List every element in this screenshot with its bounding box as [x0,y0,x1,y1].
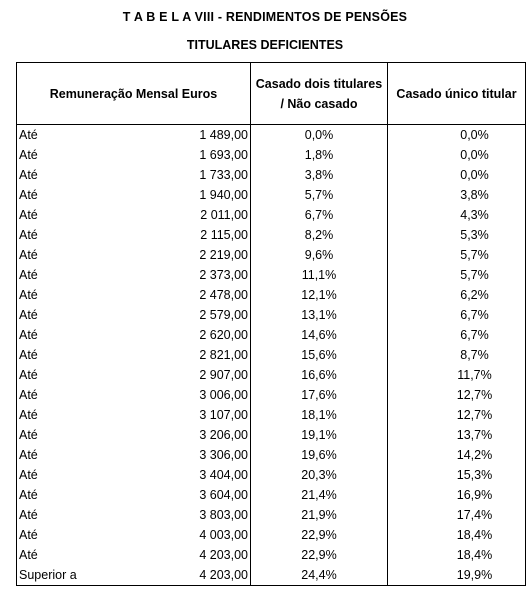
rate-two-holders-cell: 14,6% [251,325,388,345]
rate-single-holder-cell: 19,9% [388,565,526,586]
rate-two-holders-cell: 21,4% [251,485,388,505]
row-label: Até [19,448,38,462]
table-row [17,325,526,345]
remuneration-cell [17,225,251,245]
table-body [17,125,526,586]
rate-single-holder-cell: 0,0% [388,165,526,185]
row-amount: 1 733,00 [199,168,248,182]
row-label: Até [19,248,38,262]
remuneration-cell [17,245,251,265]
table-row [17,145,526,165]
row-label: Até [19,508,38,522]
row-label: Até [19,548,38,562]
rate-single-holder-cell: 15,3% [388,465,526,485]
rate-single-holder-cell: 4,3% [388,205,526,225]
row-label: Até [19,308,38,322]
rate-two-holders-cell: 12,1% [251,285,388,305]
rate-two-holders-cell: 9,6% [251,245,388,265]
remuneration-cell [17,265,251,285]
remuneration-cell [17,125,251,146]
table-row [17,125,526,146]
row-label: Até [19,488,38,502]
pension-withholding-table [16,62,526,586]
rate-two-holders-cell: 11,1% [251,265,388,285]
table-row [17,425,526,445]
row-amount: 3 006,00 [199,388,248,402]
table-row [17,545,526,565]
row-amount: 4 003,00 [199,528,248,542]
header-married-two-holders [251,63,388,125]
row-amount: 1 693,00 [199,148,248,162]
rate-single-holder-cell: 8,7% [388,345,526,365]
rate-two-holders-cell: 5,7% [251,185,388,205]
rate-single-holder-cell: 18,4% [388,525,526,545]
rate-single-holder-cell: 12,7% [388,385,526,405]
row-amount: 1 940,00 [199,188,248,202]
row-label: Até [19,348,38,362]
row-amount: 3 107,00 [199,408,248,422]
table-row [17,565,526,586]
rate-two-holders-cell: 24,4% [251,565,388,586]
rate-two-holders-cell: 19,1% [251,425,388,445]
rate-two-holders-cell: 21,9% [251,505,388,525]
row-amount: 2 478,00 [199,288,248,302]
header-married-two-holders-line2: / Não casado [280,96,358,111]
table-row [17,485,526,505]
remuneration-cell [17,165,251,185]
row-amount: 2 907,00 [199,368,248,382]
row-label: Até [19,528,38,542]
table-row [17,265,526,285]
table-row [17,385,526,405]
rate-single-holder-cell: 0,0% [388,125,526,146]
table-row [17,365,526,385]
row-label: Até [19,408,38,422]
row-amount: 2 011,00 [200,208,248,222]
table-row [17,285,526,305]
rate-single-holder-cell: 6,7% [388,305,526,325]
table-title: T A B E L A VIII - RENDIMENTOS DE PENSÕES [122,10,408,24]
row-label: Até [19,128,38,142]
rate-single-holder-cell: 6,2% [388,285,526,305]
table-row [17,505,526,525]
rate-two-holders-cell: 6,7% [251,205,388,225]
rate-single-holder-cell: 12,7% [388,405,526,425]
row-amount: 4 203,00 [199,548,248,562]
row-amount: 2 373,00 [199,268,248,282]
row-label: Até [19,268,38,282]
rate-two-holders-cell: 3,8% [251,165,388,185]
remuneration-cell [17,205,251,225]
rate-two-holders-cell: 0,0% [251,125,388,146]
table-row [17,525,526,545]
rate-two-holders-cell: 20,3% [251,465,388,485]
row-amount: 3 604,00 [199,488,248,502]
remuneration-cell [17,385,251,405]
table-row [17,465,526,485]
table-row [17,345,526,365]
rate-single-holder-cell: 5,7% [388,265,526,285]
table-row [17,405,526,425]
remuneration-cell [17,505,251,525]
remuneration-cell [17,365,251,385]
row-label: Até [19,148,38,162]
row-label: Até [19,428,38,442]
remuneration-cell [17,485,251,505]
row-amount: 2 620,00 [199,328,248,342]
rate-single-holder-cell: 13,7% [388,425,526,445]
row-label: Até [19,388,38,402]
rate-single-holder-cell: 11,7% [388,365,526,385]
rate-two-holders-cell: 15,6% [251,345,388,365]
rate-single-holder-cell: 5,7% [388,245,526,265]
rate-single-holder-cell: 0,0% [388,145,526,165]
row-amount: 1 489,00 [199,128,248,142]
rate-two-holders-cell: 17,6% [251,385,388,405]
row-label: Até [19,368,38,382]
rate-single-holder-cell: 6,7% [388,325,526,345]
remuneration-cell [17,545,251,565]
row-label: Até [19,228,38,242]
remuneration-cell [17,425,251,445]
row-amount: 2 579,00 [199,308,248,322]
table-row [17,165,526,185]
rate-two-holders-cell: 8,2% [251,225,388,245]
remuneration-cell [17,465,251,485]
row-label: Até [19,288,38,302]
header-married-single-holder: Casado único titular [388,63,526,125]
row-label: Até [19,188,38,202]
rate-single-holder-cell: 17,4% [388,505,526,525]
row-amount: 3 404,00 [199,468,248,482]
header-row [17,63,526,125]
rate-two-holders-cell: 13,1% [251,305,388,325]
row-amount: 2 821,00 [199,348,248,362]
row-amount: 3 306,00 [199,448,248,462]
rate-two-holders-cell: 18,1% [251,405,388,425]
row-label: Superior a [19,568,77,582]
header-married-two-holders-line1: Casado dois titulares [255,76,383,91]
rate-two-holders-cell: 19,6% [251,445,388,465]
row-label: Até [19,208,38,222]
row-amount: 4 203,00 [199,568,248,582]
row-amount: 2 115,00 [200,228,248,242]
row-amount: 2 219,00 [199,248,248,262]
remuneration-cell [17,405,251,425]
table-row [17,445,526,465]
remuneration-cell [17,185,251,205]
header-monthly-remuneration [17,63,251,125]
rate-single-holder-cell: 14,2% [388,445,526,465]
table-subtitle: TITULARES DEFICIENTES [186,38,344,52]
remuneration-cell [17,285,251,305]
remuneration-cell [17,525,251,545]
table-row [17,225,526,245]
remuneration-cell [17,145,251,165]
table-row [17,305,526,325]
table-row [17,205,526,225]
rate-two-holders-cell: 1,8% [251,145,388,165]
remuneration-cell [17,565,251,586]
remuneration-cell [17,345,251,365]
rate-two-holders-cell: 22,9% [251,525,388,545]
remuneration-cell [17,305,251,325]
header-monthly-remuneration-label: Remuneração Mensal Euros [49,86,218,101]
remuneration-cell [17,325,251,345]
rate-single-holder-cell: 3,8% [388,185,526,205]
table-row [17,185,526,205]
row-label: Até [19,328,38,342]
rate-single-holder-cell: 5,3% [388,225,526,245]
rate-single-holder-cell: 18,4% [388,545,526,565]
row-amount: 3 206,00 [199,428,248,442]
rate-two-holders-cell: 16,6% [251,365,388,385]
rate-two-holders-cell: 22,9% [251,545,388,565]
row-label: Até [19,468,38,482]
row-amount: 3 803,00 [199,508,248,522]
remuneration-cell [17,445,251,465]
row-label: Até [19,168,38,182]
rate-single-holder-cell: 16,9% [388,485,526,505]
table-row [17,245,526,265]
